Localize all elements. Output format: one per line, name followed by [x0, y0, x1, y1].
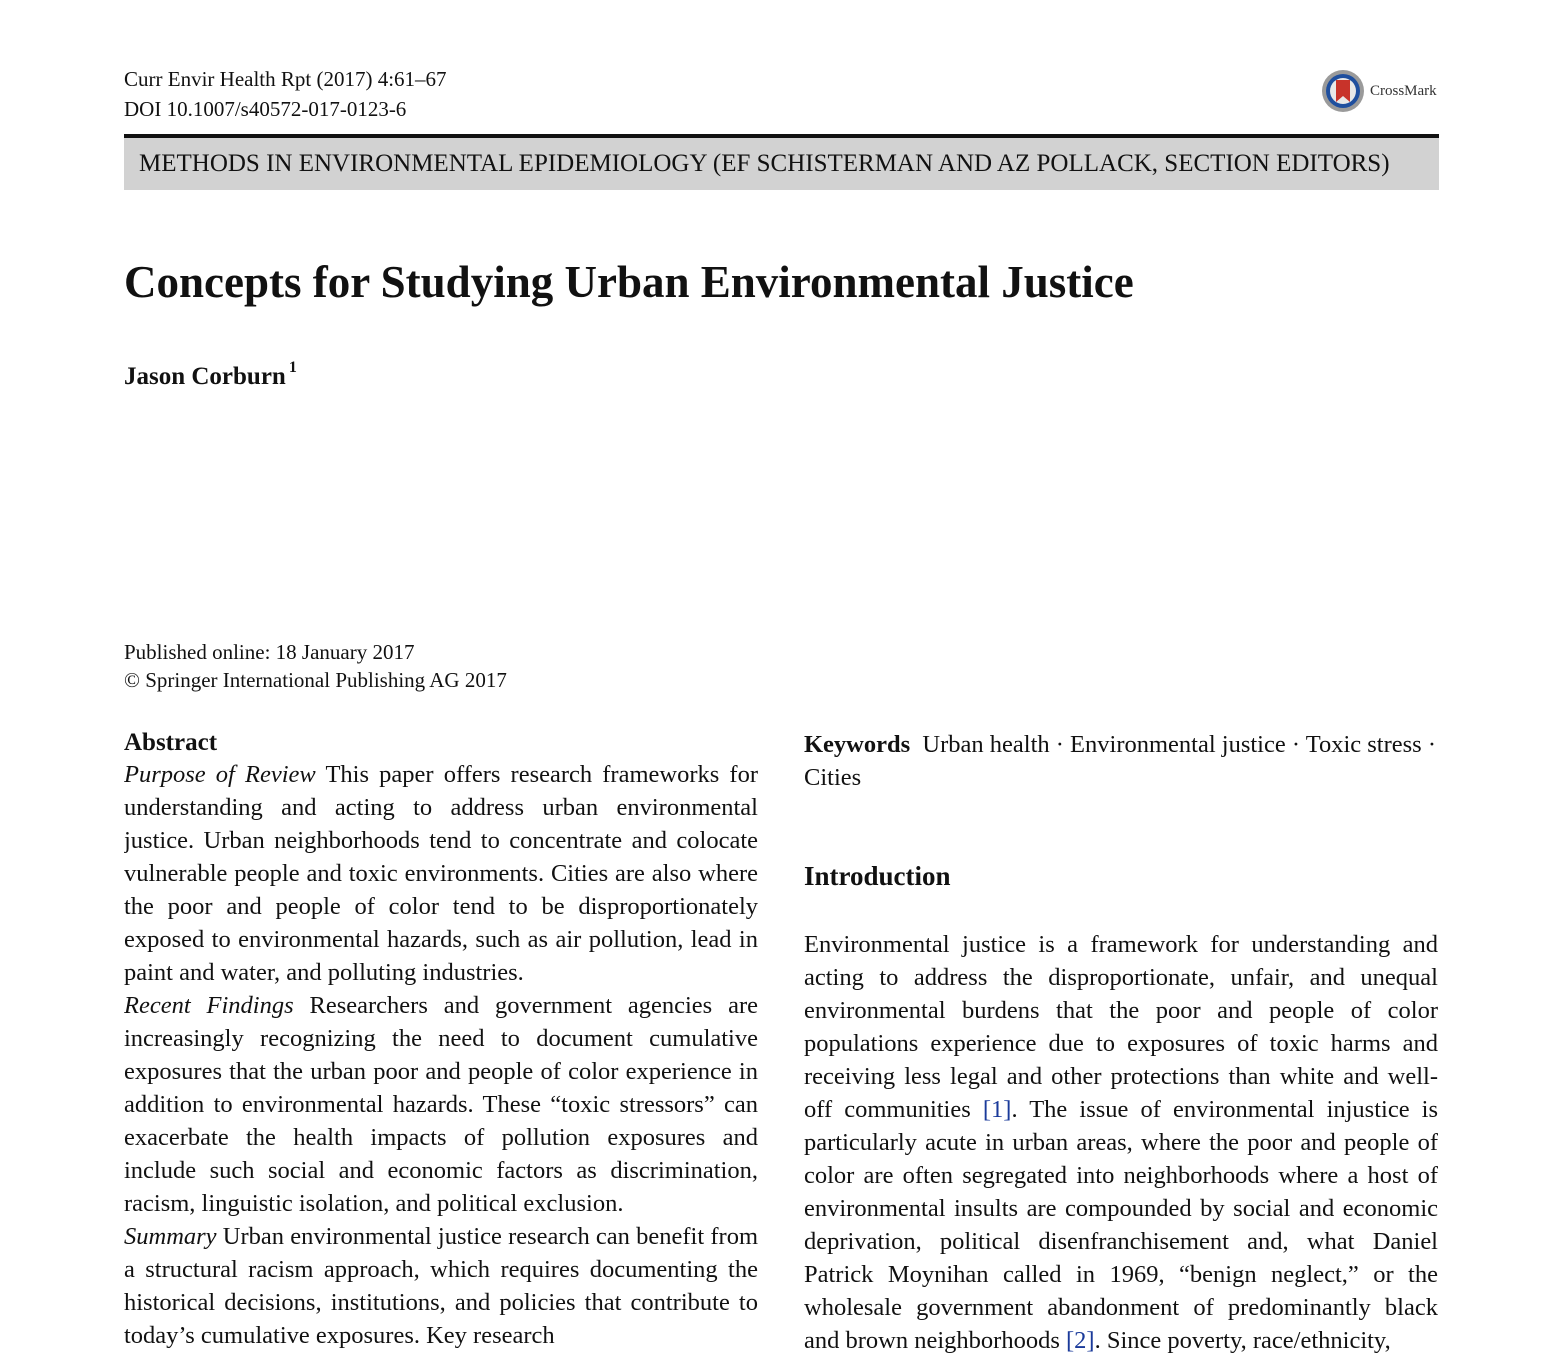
crossmark-badge[interactable] — [1320, 68, 1437, 114]
findings-label: Recent Findings — [124, 992, 294, 1019]
abstract-heading: Abstract — [124, 729, 218, 756]
affiliation-mark[interactable]: 1 — [288, 359, 297, 376]
publication-info — [124, 638, 507, 694]
author-line — [124, 350, 297, 395]
abstract-purpose — [124, 758, 758, 989]
introduction-paragraph — [804, 928, 1438, 1357]
article-title: Concepts for Studying Urban Environmental Justice — [124, 257, 1134, 307]
intro-text-1: Environmental justice is a framework for understanding and acting to address the disproportionate, unfair, and unequal environmental burdens that the poor and people of color populations experience due to exposures of toxic harms and receiving less legal and other protections than white and well-off communities — [804, 931, 1438, 1123]
doi[interactable]: DOI 10.1007/s40572-017-0123-6 — [124, 97, 407, 121]
abstract-summary — [124, 1220, 758, 1352]
abstract-findings — [124, 989, 758, 1220]
keywords — [804, 728, 1438, 794]
findings-text: Researchers and government agencies are increasingly recognizing the need to document cumulative exposures that the urban poor and people of color experience in addition to environmental hazards. These “toxic stressors” can exacerbate the health impacts of pollution exposures and include such social and economic factors as discrimination, racism, linguistic isolation, and political exclusion. — [124, 992, 758, 1217]
intro-text-3: . Since poverty, race/ethnicity, — [1094, 1327, 1391, 1354]
purpose-text: This paper offers research frameworks for understanding and acting to address urban environmental justice. Urban neighborhoods tend to concentrate and colocate vulnerable people and toxic environments. Cities are also where the poor and people of color tend to be disproportionately exposed to environmental hazards, such as air pollution, lead in paint and water, and polluting industries. — [124, 761, 758, 986]
crossmark-icon — [1320, 68, 1366, 114]
intro-text-2: . The issue of environmental injustice is particularly acute in urban areas, where the poor and people of color are often segregated into neighborhoods where a host of environmental insults are compounded by social and economic deprivation, political disenfranchisement and, what Daniel Patrick Moynihan called in 1969, “benign neglect,” or the wholesale government abandonment of predominantly black and brown neighborhoods — [804, 1096, 1438, 1354]
summary-text: Urban environmental justice research can benefit from a structural racism approach, which requires documenting the historical decisions, institutions, and policies that contribute to today’s cumulative exposures. Key research — [124, 1223, 758, 1349]
published-date: Published online: 18 January 2017 — [124, 640, 415, 664]
citation-link-1[interactable]: [1] — [982, 1096, 1012, 1123]
keywords-label: Keywords — [804, 731, 911, 758]
crossmark-label: CrossMark — [1370, 82, 1437, 99]
copyright: © Springer International Publishing AG 2017 — [124, 668, 507, 692]
introduction-heading: Introduction — [804, 861, 951, 891]
abstract-column — [124, 728, 758, 1362]
journal-reference — [124, 64, 447, 124]
journal-citation: Curr Envir Health Rpt (2017) 4:61–67 — [124, 67, 447, 91]
purpose-label: Purpose of Review — [124, 761, 316, 788]
citation-link-2[interactable]: [2] — [1065, 1327, 1095, 1354]
author-name[interactable]: Jason Corburn — [124, 363, 286, 390]
keywords-list: Urban health · Environmental justice · Toxic stress · Cities — [804, 731, 1436, 791]
summary-label: Summary — [124, 1223, 217, 1250]
section-banner: METHODS IN ENVIRONMENTAL EPIDEMIOLOGY (EF SCHISTERMAN AND AZ POLLACK, SECTION EDITORS) — [124, 138, 1439, 190]
right-column — [804, 728, 1438, 1362]
